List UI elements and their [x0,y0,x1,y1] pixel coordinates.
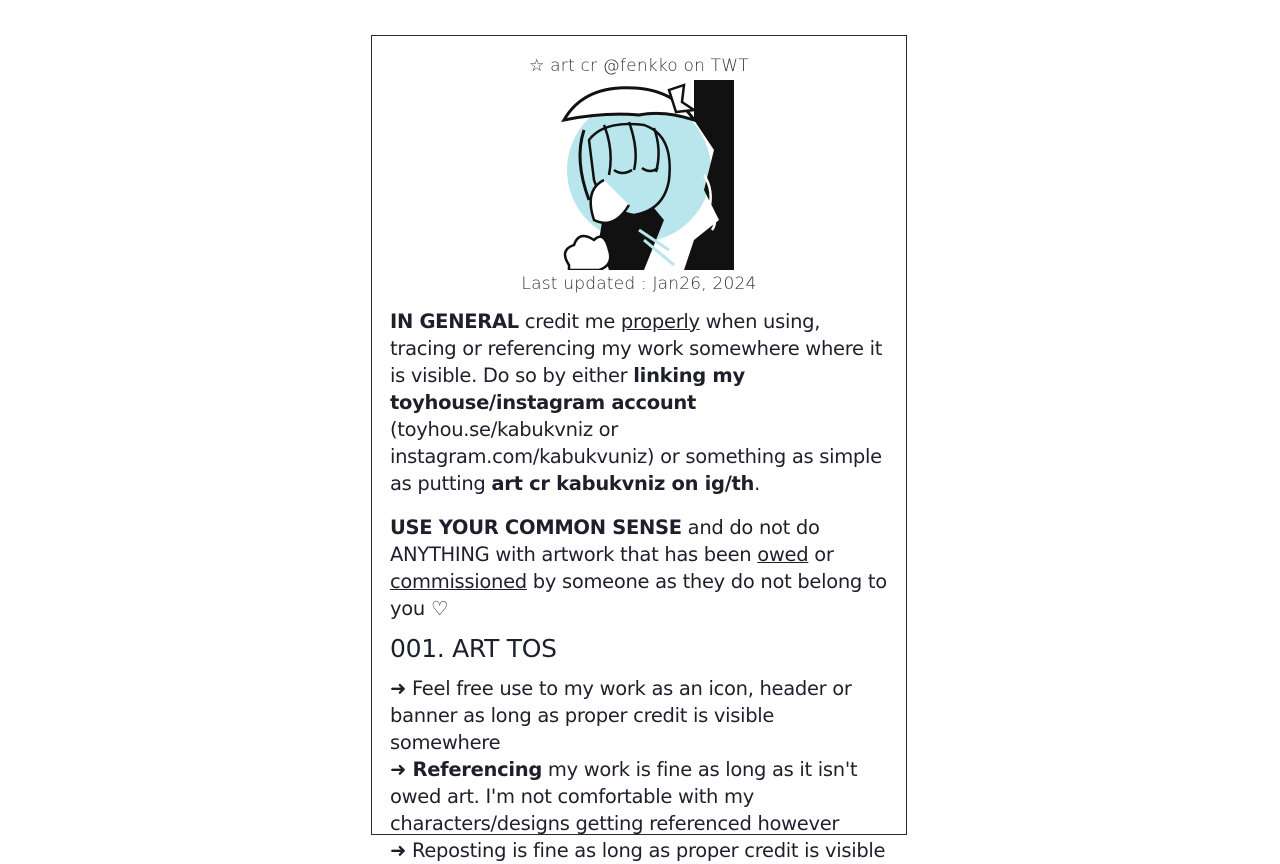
tos-item-text: Feel free use to my work as an icon, header or banner as long as proper credit is visible somewhere [390,677,852,754]
general-text-1: credit me [518,310,621,333]
section-title-art-tos: 001. ART TOS [390,634,557,663]
tos-item-text: my work is fine as long as it isn't owed art. I'm not comfortable with my characters/designs getting referenced however [390,758,858,835]
artwork-drawing [544,80,734,270]
general-text-3: (toyhou.se/kabukvniz or instagram.com/kabukvuniz) or something as simple as putting [390,418,882,495]
tos-list [390,675,888,864]
general-lead: IN GENERAL [390,310,519,333]
art-credit-line: ☆ art cr @fenkko on TWT [529,56,749,76]
general-bold-2: art cr kabukvniz on ig/th [491,472,755,495]
arrow-icon: ➜ [390,758,407,781]
common-sense-text-1: and do not do ANYTHING with artwork that has been [390,516,820,566]
properly-link: properly [620,310,700,333]
tos-item-text: Reposting is fine as long as proper credit is visible [406,839,886,862]
tos-item-bold: Referencing [406,758,542,781]
general-text-4: . [754,472,761,495]
arrow-icon: ➜ [390,839,407,862]
tos-item [390,756,888,837]
common-sense-text-2: or [808,543,834,566]
tos-item [390,837,888,864]
commissioned-text: commissioned [390,570,527,593]
content-card [371,35,907,862]
arrow-icon: ➜ [390,677,407,700]
common-sense-lead: USE YOUR COMMON SENSE [390,516,682,539]
common-sense-text-3: by someone as they do not belong to you ♡ [390,570,887,620]
general-bold-1: linking my toyhouse/instagram account [390,364,745,414]
general-paragraph [390,308,888,497]
common-sense-paragraph [390,514,888,622]
tos-item [390,675,888,756]
owed-text: owed [757,543,809,566]
last-updated: Last updated : Jan26, 2024 [521,274,757,294]
profile-artwork [544,80,734,270]
general-text-2: when using, tracing or referencing my work somewhere where it is visible. Do so by either [390,310,883,387]
